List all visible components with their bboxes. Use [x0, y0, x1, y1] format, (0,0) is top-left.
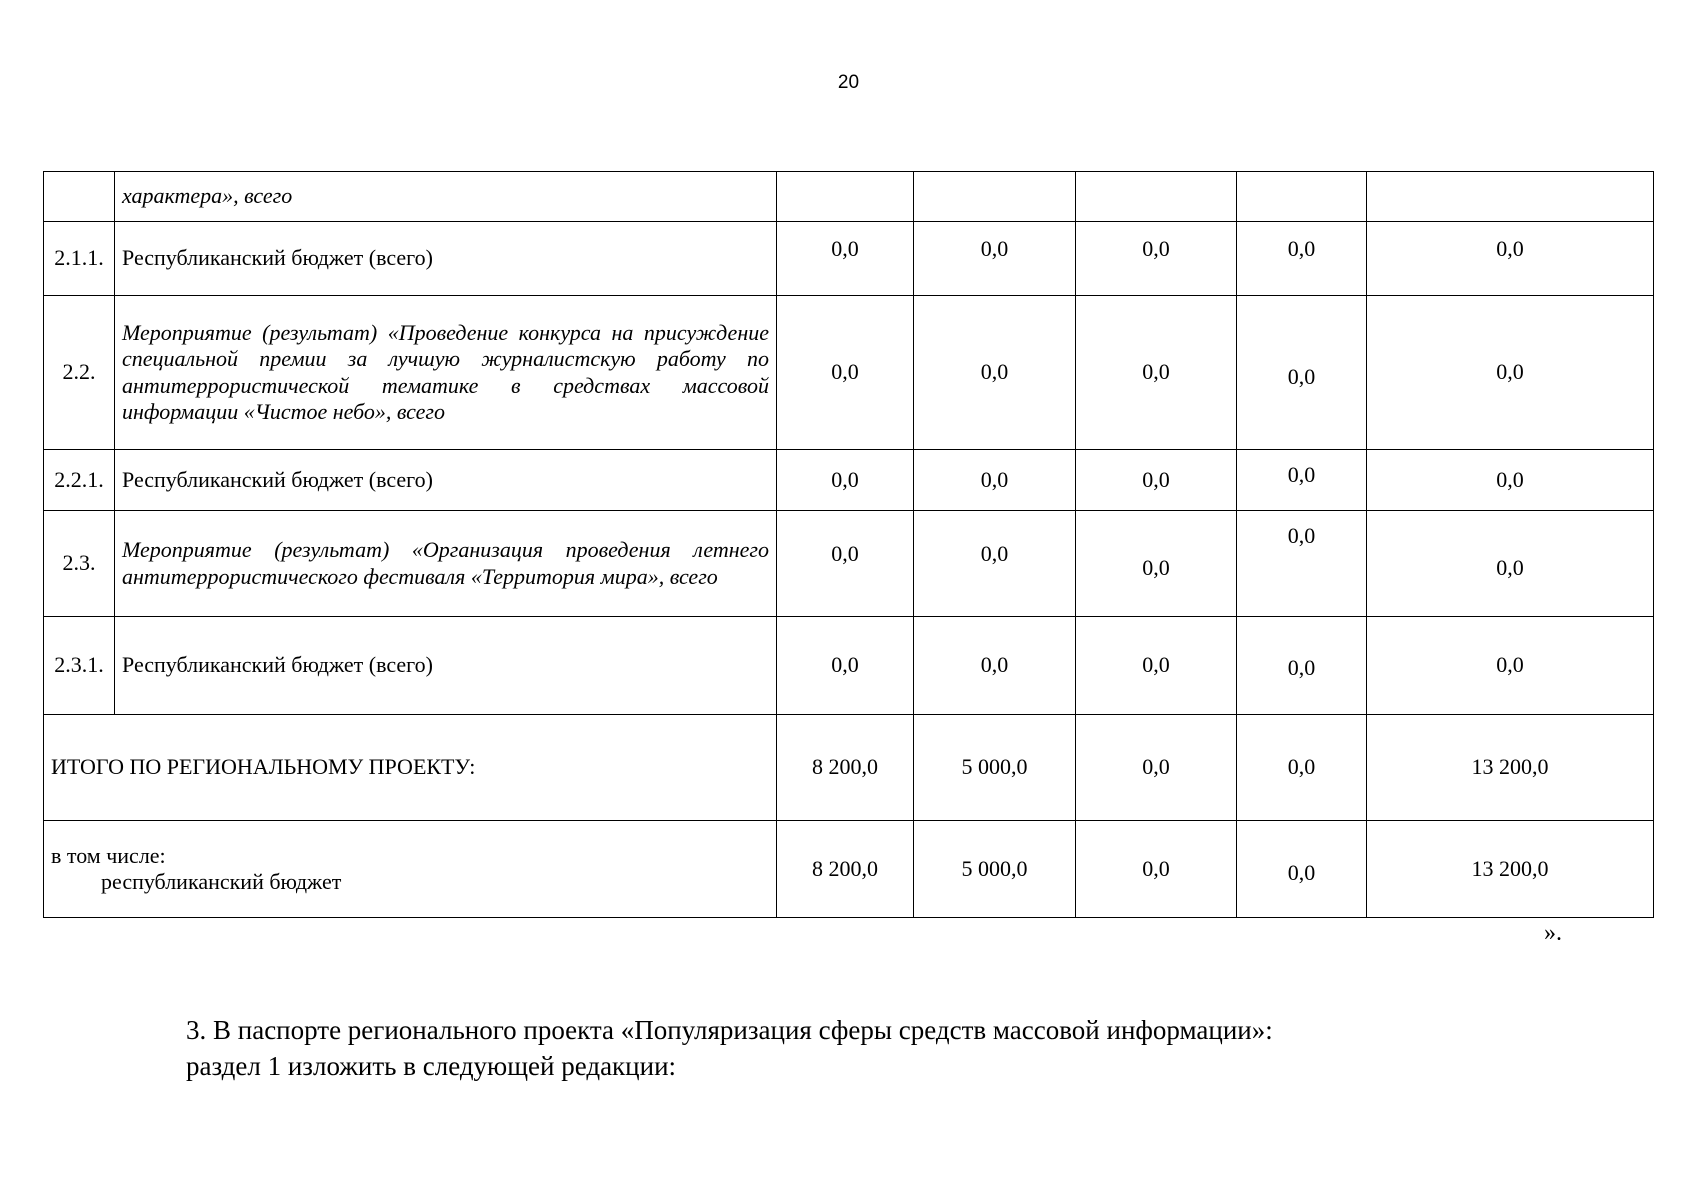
subtotal-row	[44, 821, 1654, 918]
value-cell: 0,0	[1076, 617, 1237, 715]
value-cell: 0,0	[1367, 222, 1654, 296]
value-cell: 0,0	[1076, 511, 1237, 617]
total-value: 0,0	[1076, 715, 1237, 821]
value-cell: 0,0	[1367, 450, 1654, 511]
value-cell	[914, 172, 1076, 222]
value-cell: 0,0	[914, 617, 1076, 715]
subtotal-value: 0,0	[1076, 821, 1237, 918]
row-name: Республиканский бюджет (всего)	[115, 617, 777, 715]
row-number: 2.2.	[44, 296, 115, 450]
value-cell: 0,0	[1237, 222, 1367, 296]
value-cell: 0,0	[777, 617, 914, 715]
subtotal-value: 8 200,0	[777, 821, 914, 918]
value-cell	[1237, 172, 1367, 222]
value-cell: 0,0	[914, 450, 1076, 511]
table-row	[44, 296, 1654, 450]
table-row	[44, 222, 1654, 296]
table-row	[44, 172, 1654, 222]
row-name: характера», всего	[115, 172, 777, 222]
subtotal-value: 0,0	[1237, 821, 1367, 918]
value-cell	[1076, 172, 1237, 222]
value-cell: 0,0	[1076, 222, 1237, 296]
value-cell: 0,0	[1237, 617, 1367, 715]
paragraph-line: 3. В паспорте регионального проекта «Популяризация сферы средств массовой информации»:	[186, 1015, 1273, 1045]
table-row	[44, 617, 1654, 715]
page-number: 20	[837, 72, 860, 93]
subtotal-label	[44, 821, 777, 918]
value-cell: 0,0	[914, 222, 1076, 296]
value-cell: 0,0	[914, 511, 1076, 617]
budget-label: республиканский бюджет	[101, 869, 342, 894]
row-name: Республиканский бюджет (всего)	[115, 222, 777, 296]
row-name: Мероприятие (результат) «Проведение конкурса на присуждение специальной премии за лучшую журналистскую работу по антитеррористической тематике в средствах массовой информации «Чистое небо», всего	[115, 296, 777, 450]
value-cell: 0,0	[1367, 296, 1654, 450]
value-cell: 0,0	[1076, 296, 1237, 450]
total-value: 13 200,0	[1367, 715, 1654, 821]
row-number: 2.2.1.	[44, 450, 115, 511]
value-cell: 0,0	[777, 450, 914, 511]
row-number	[44, 172, 115, 222]
value-cell: 0,0	[914, 296, 1076, 450]
closing-quote: ».	[1544, 920, 1562, 946]
value-cell	[777, 172, 914, 222]
total-value: 8 200,0	[777, 715, 914, 821]
value-cell: 0,0	[1237, 511, 1367, 617]
value-cell: 0,0	[1076, 450, 1237, 511]
value-cell: 0,0	[777, 296, 914, 450]
row-number: 2.3.1.	[44, 617, 115, 715]
total-value: 0,0	[1237, 715, 1367, 821]
value-cell: 0,0	[1237, 296, 1367, 450]
row-number: 2.3.	[44, 511, 115, 617]
budget-table	[43, 171, 1654, 918]
row-number: 2.1.1.	[44, 222, 115, 296]
total-value: 5 000,0	[914, 715, 1076, 821]
row-name: Республиканский бюджет (всего)	[115, 450, 777, 511]
subtotal-value: 5 000,0	[914, 821, 1076, 918]
table-row	[44, 511, 1654, 617]
value-cell: 0,0	[777, 511, 914, 617]
paragraph-line: раздел 1 изложить в следующей редакции:	[186, 1051, 677, 1081]
value-cell: 0,0	[1237, 450, 1367, 511]
row-name: Мероприятие (результат) «Организация проведения летнего антитеррористического фестиваля «Территория мира», всего	[115, 511, 777, 617]
total-row	[44, 715, 1654, 821]
value-cell	[1367, 172, 1654, 222]
total-label: ИТОГО ПО РЕГИОНАЛЬНОМУ ПРОЕКТУ:	[44, 715, 777, 821]
including-label: в том числе:	[51, 842, 166, 868]
subtotal-value: 13 200,0	[1367, 821, 1654, 918]
value-cell: 0,0	[1367, 617, 1654, 715]
value-cell: 0,0	[1367, 511, 1654, 617]
table-row	[44, 450, 1654, 511]
value-cell: 0,0	[777, 222, 914, 296]
amendment-paragraph	[186, 1012, 1273, 1084]
